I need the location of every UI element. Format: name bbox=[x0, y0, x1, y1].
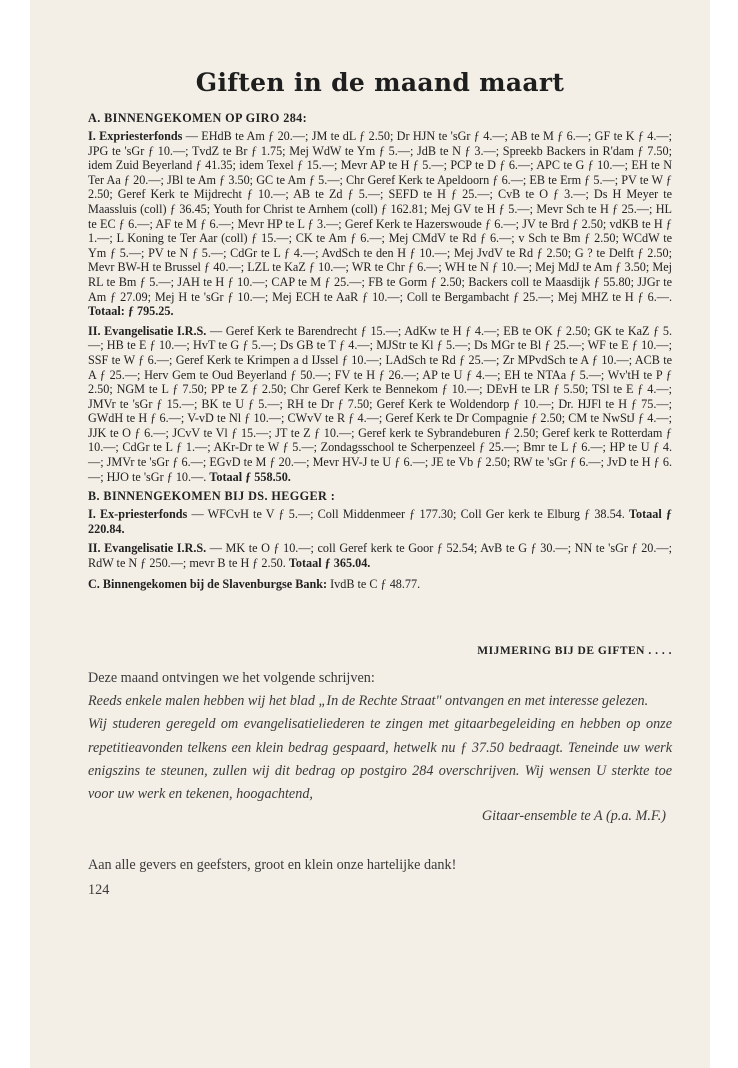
letter-paragraph-2: Wij studeren geregeld om evangelisatieliederen te zingen met gitaarbegeleiding en hebben op onze repetitieavonden telkens een klein bedrag gespaard, hetwelk nu ƒ 37.50 bedraagt. Teneinde uw werk enigszins te steunen, zullen wij dit bedrag op postgiro 284 overschrijven. Wij wensen U sterkte toe voor uw werk en tekenen, hoogachtend, bbox=[88, 716, 672, 803]
page-number: 124 bbox=[88, 882, 110, 899]
letter-signature: Gitaar-ensemble te A (p.a. M.F.) bbox=[481, 808, 666, 825]
section-b-evangelisatie-text: — MK te O ƒ 10.—; coll Geref kerk te Goor ƒ 52.54; AvB te G ƒ 30.—; NN te 'sGr ƒ 20.—; RdW te N ƒ 250.—; mevr B te H ƒ 2.50. bbox=[88, 541, 673, 571]
content bbox=[88, 58, 672, 899]
section-c-lead: C. Binnengekomen bij de Slavenburgse Bank: bbox=[88, 576, 328, 591]
section-a-expriesterfonds bbox=[88, 129, 672, 319]
section-b-evangelisatie bbox=[88, 541, 672, 570]
page-title: Giften in de maand maart bbox=[195, 68, 565, 97]
section-b-expriesterfonds-total: Totaal ƒ 220.84. bbox=[88, 507, 672, 536]
section-a-expriesterfonds-text: — EHdB te Am ƒ 20.—; JM te dL ƒ 2.50; Dr HJN te 'sGr ƒ 4.—; AB te M ƒ 6.—; GF te K ƒ 4.—; JPG te 'sGr ƒ 10.—; TvdZ te Br ƒ 1.75; Mej WdW te Ym ƒ 5.—; JdB te N ƒ 3.—; Spreekb Backers in R'dam ƒ 7.50; idem Zuid Beyerland ƒ 41.35; idem Texel ƒ 15.—; Mevr AP te H ƒ 5.—; PCP te D ƒ 6.—; APC te G ƒ 10.—; EH te N Ter Aa ƒ 20.—; JBl te Am ƒ 3.50; GC te Am ƒ 5.—; Chr Geref Kerk te Apeldoorn ƒ 6.—; EB te Erm ƒ 5.—; PV te W ƒ 2.50; Geref Kerk te Mijdrecht ƒ 10.—; AB te Zd ƒ 5.—; SEFD te H ƒ 25.—; CvB te O ƒ 3.—; Ds H Meyer te Maassluis (coll) ƒ 36.45; Youth for Christ te Arnhem (coll) ƒ 162.81; Mej GV te H ƒ 5.—; Mevr Sch te H ƒ 25.—; HL te EC ƒ 6.—; AF te M ƒ 6.—; Mevr HP te L ƒ 3.—; Geref Kerk te Hazerswoude ƒ 6.—; JV te Brd ƒ 2.50; vdKB te H ƒ 1.—; L Koning te Ter Aar (coll) ƒ 15.—; CK te Am ƒ 6.—; Mej CMdV te Rd ƒ 6.—; v Sch te Bm ƒ 2.50; WCdW te Ym ƒ 5.—; PV te N ƒ 5.—; CdGr te L ƒ 4.—; AvdSch te den H ƒ 10.—; Mej JvdV te Rd ƒ 2.50; G ? te Delft ƒ 2.50; Mevr BW-H te Brussel ƒ 40.—; LZL te KaZ ƒ 10.—; WR te Chr ƒ 6.—; WH te N ƒ 10.—; Mej MdJ te Am ƒ 3.50; Mej RL te Bm ƒ 5.—; JAH te H ƒ 10.—; CAP te M ƒ 25.—; FB te Gorm ƒ 2.50; Backers coll te Maasdijk ƒ 55.80; JJGr te Am ƒ 27.09; Mej H te 'sGr ƒ 10.—; Mej ECH te AaR ƒ 10.—; Coll te Bergambacht ƒ 25.—; Mej MHZ te H ƒ 6.—. bbox=[88, 129, 672, 304]
section-b-expriesterfonds bbox=[88, 507, 672, 536]
page bbox=[30, 0, 710, 1068]
section-b-expriesterfonds-lead: I. Ex-priesterfonds bbox=[88, 507, 188, 522]
mijmering-heading: MIJMERING BIJ DE GIFTEN . . . . bbox=[477, 645, 672, 658]
section-b-expriesterfonds-text: — WFCvH te V ƒ 5.—; Coll Middenmeer ƒ 177.30; Coll Ger kerk te Elburg ƒ 38.54. bbox=[187, 507, 629, 522]
section-c-text: IvdB te C ƒ 48.77. bbox=[327, 576, 421, 591]
letter-paragraph-1: Reeds enkele malen hebben wij het blad „In de Rechte Straat" ontvangen en met interesse gelezen. bbox=[88, 693, 649, 710]
section-a-evangelisatie-lead: II. Evangelisatie I.R.S. bbox=[88, 323, 207, 338]
section-a-evangelisatie-total: Totaal ƒ 558.50. bbox=[209, 469, 291, 484]
section-b-heading: B. BINNENGEKOMEN BIJ DS. HEGGER : bbox=[88, 489, 336, 504]
section-a-expriesterfonds-lead: I. Expriesterfonds bbox=[88, 129, 183, 143]
section-b-evangelisatie-lead: II. Evangelisatie I.R.S. bbox=[88, 541, 207, 556]
mijmering-intro: Deze maand ontvingen we het volgende schrijven: bbox=[88, 670, 375, 687]
section-c bbox=[88, 577, 672, 592]
closing-thanks: Aan alle gevers en geefsters, groot en klein onze hartelijke dank! bbox=[88, 857, 457, 874]
section-a-evangelisatie bbox=[88, 324, 672, 485]
section-a-evangelisatie-text: — Geref Kerk te Barendrecht ƒ 15.—; AdKw te H ƒ 4.—; EB te OK ƒ 2.50; GK te KaZ ƒ 5.—; HB te E ƒ 10.—; HvT te G ƒ 5.—; Ds GB te T ƒ 4.—; MJStr te Kl ƒ 5.—; Ds MGr te Bl ƒ 25.—; WF te E ƒ 10.—; SSF te W ƒ 6.—; Geref Kerk te Krimpen a d IJssel ƒ 10.—; LAdSch te Rd ƒ 25.—; Zr MPvdSch te A ƒ 10.—; ACB te A ƒ 25.—; Herv Gem te Oud Beyerland ƒ 50.—; FV te H ƒ 26.—; AP te U ƒ 4.—; EH te NTAa ƒ 5.—; Wv'tH te P ƒ 2.50; NGM te L ƒ 7.50; PP te Z ƒ 2.50; Chr Geref Kerk te Bennekom ƒ 10.—; DEvH te LR ƒ 5.50; TSl te E ƒ 4.—; JMVr te 'sGr ƒ 15.—; BK te U ƒ 5.—; RH te Dr ƒ 7.50; Geref Kerk te Woldendorp ƒ 10.—; Dr. HJFl te H ƒ 75.—; GWdH te H ƒ 6.—; V-vD te Nl ƒ 10.—; CWvV te R ƒ 4.—; Geref Kerk te Dr Compagnie ƒ 2.50; CM te NwStJ ƒ 4.—; JJK te O ƒ 6.—; JCvV te Vl ƒ 15.—; JT te Z ƒ 10.—; Geref kerk te Sybrandeburen ƒ 2.50; Geref kerk te Rotterdam ƒ 10.—; CdGr te L ƒ 1.—; AKr-Dr te W ƒ 5.—; Zondagsschool te Scherpenzeel ƒ 25.—; Bmr te L ƒ 6.—; HP te U ƒ 4.—; JMVr te 'sGr ƒ 6.—; EGvD te M ƒ 20.—; Mevr HV-J te U ƒ 6.—; JE te Vb ƒ 2.50; RW te 'sGr ƒ 6.—; JvD te H ƒ 6.—; HJO te 'sGr ƒ 10.—. bbox=[88, 323, 672, 484]
section-a-expriesterfonds-total: Totaal: ƒ 795.25. bbox=[88, 304, 174, 319]
section-a-heading: A. BINNENGEKOMEN OP GIRO 284: bbox=[88, 111, 308, 125]
section-b-evangelisatie-total: Totaal ƒ 365.04. bbox=[288, 556, 371, 571]
